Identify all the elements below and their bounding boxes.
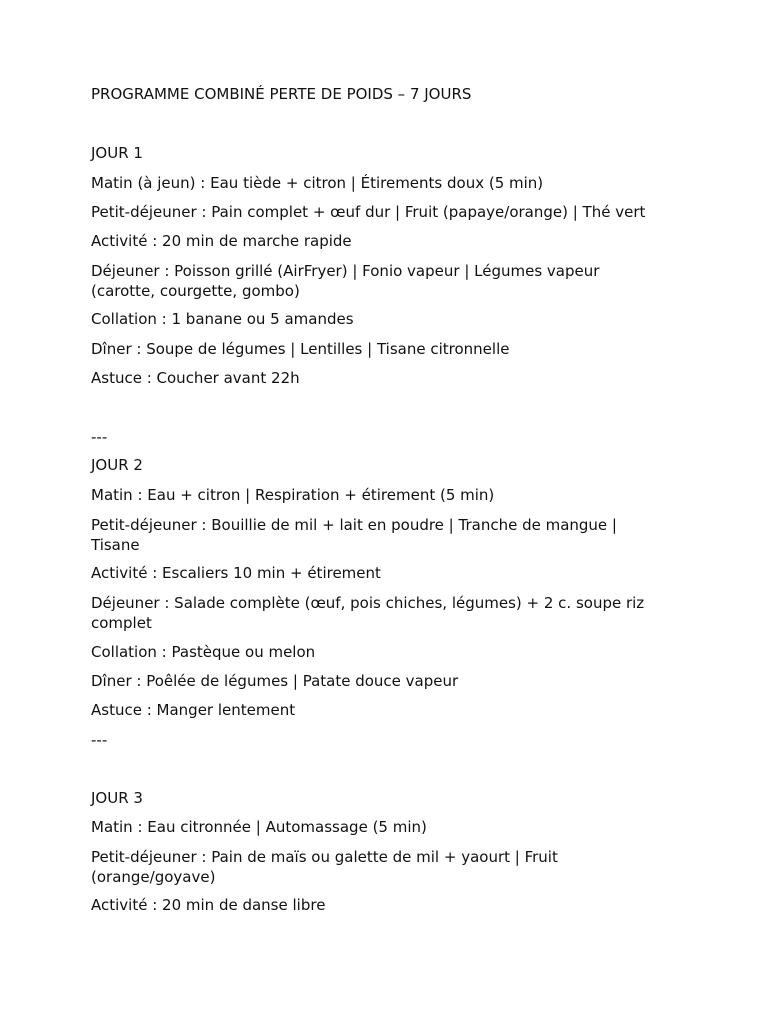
- day1-astuce: Astuce : Coucher avant 22h: [91, 369, 300, 387]
- day1-diner: Dîner : Soupe de légumes | Lentilles | Tisane citronnelle: [91, 340, 510, 358]
- day3-petit-dejeuner-line1: Petit-déjeuner : Pain de maïs ou galette de mil + yaourt | Fruit: [91, 848, 558, 866]
- day2-matin: Matin : Eau + citron | Respiration + étirement (5 min): [91, 486, 495, 504]
- day2-collation: Collation : Pastèque ou melon: [91, 643, 316, 661]
- day3-petit-dejeuner-line2: (orange/goyave): [91, 868, 216, 886]
- day2-petit-dejeuner-line1: Petit-déjeuner : Bouillie de mil + lait en poudre | Tranche de mangue |: [91, 516, 617, 534]
- day2-astuce: Astuce : Manger lentement: [91, 701, 296, 719]
- day2-petit-dejeuner-line2: Tisane: [91, 536, 140, 554]
- day1-heading: JOUR 1: [91, 144, 143, 162]
- day1-activite: Activité : 20 min de marche rapide: [91, 232, 352, 250]
- day2-dejeuner-line1: Déjeuner : Salade complète (œuf, pois chiches, légumes) + 2 c. soupe riz: [91, 594, 645, 612]
- day2-dejeuner-line2: complet: [91, 614, 152, 632]
- day1-collation: Collation : 1 banane ou 5 amandes: [91, 310, 354, 328]
- day2-heading: JOUR 2: [91, 456, 143, 474]
- day1-petit-dejeuner: Petit-déjeuner : Pain complet + œuf dur | Fruit (papaye/orange) | Thé vert: [91, 203, 646, 221]
- day1-dejeuner-line1: Déjeuner : Poisson grillé (AirFryer) | Fonio vapeur | Légumes vapeur: [91, 262, 600, 280]
- day3-activite: Activité : 20 min de danse libre: [91, 896, 326, 914]
- day1-dejeuner-line2: (carotte, courgette, gombo): [91, 282, 300, 300]
- day2-activite: Activité : Escaliers 10 min + étirement: [91, 564, 381, 582]
- day3-heading: JOUR 3: [91, 789, 143, 807]
- day3-matin: Matin : Eau citronnée | Automassage (5 min): [91, 818, 427, 836]
- day2-diner: Dîner : Poêlée de légumes | Patate douce vapeur: [91, 672, 459, 690]
- day1-matin: Matin (à jeun) : Eau tiède + citron | Étirements doux (5 min): [91, 174, 544, 192]
- separator: ---: [91, 731, 108, 749]
- document-title: PROGRAMME COMBINÉ PERTE DE POIDS – 7 JOURS: [91, 85, 472, 103]
- separator: ---: [91, 428, 108, 446]
